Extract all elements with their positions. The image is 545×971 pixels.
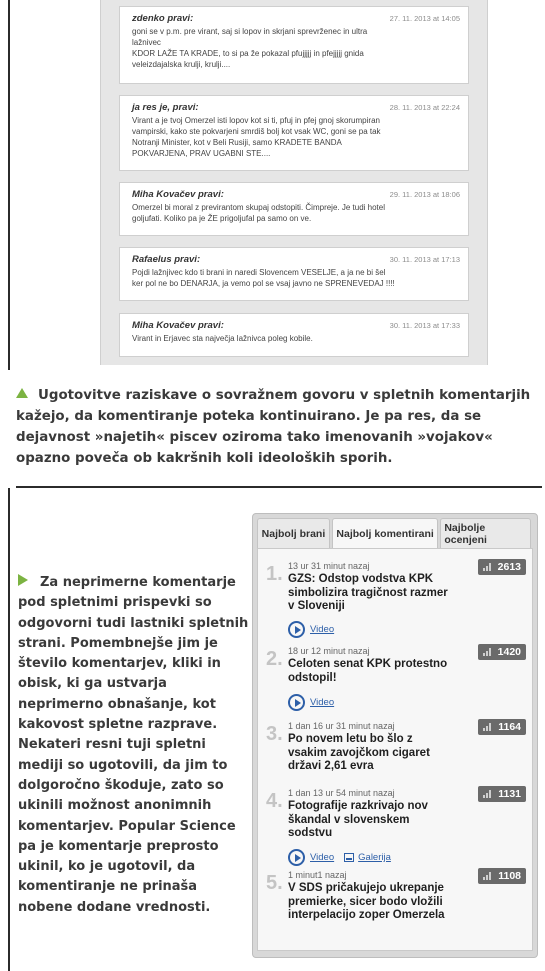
bar-chart-icon [483,563,491,571]
item-title[interactable]: Fotografije razkrivajo nov škandal v slovenskem sodstvu [288,800,428,839]
left-rule-top [8,0,10,370]
rank-number: 3. [266,723,283,745]
rank-number: 2. [266,648,283,670]
ranking-list [257,548,533,951]
bar-chart-icon [483,648,491,656]
bar-chart-icon [483,790,491,798]
comment-count-badge [478,644,526,660]
comment-count: 2613 [497,561,521,573]
tab-most-commented[interactable]: Najbolj komentirani [332,518,438,548]
comment-text: Pojdi lažnjivec kdo ti brani in naredi Slovencem VESELJE, a ja ne bi šel ker pol ne bo DENARJA, ja vemo pol se vsaj javno ne SPRENEVEDAJ !!!! [132,268,395,288]
comment-author: Rafaelus pravi: [132,254,201,265]
rank-number: 5. [266,872,283,894]
comment-text: Virant a je tvoj Omerzel isti lopov kot si ti, pfuj in pfej gnoj skorumpiran vampirski, kako ste pokvarjeni smrdiš bolj kot vsak WC, goni se pa tak Notranji Minister, kot v Beli Rusiji, samo KRADETE BANDA POKVARJENA, PRAV UGABNI STE.... [132,116,381,158]
comment-date: 30. 11. 2013 at 17:13 [389,255,460,264]
comment-card [119,95,469,171]
tab-best-rated[interactable]: Najbolje ocenjeni [440,518,531,548]
comment-count-badge [478,786,526,802]
comment-card [119,182,469,236]
caption-side [18,573,253,918]
item-time: 1 dan 16 ur 31 minut nazaj [288,721,395,731]
list-item[interactable] [258,642,532,727]
item-title[interactable]: Po novem letu bo šlo z vsakim zavojčkom cigaret državi 2,61 evra [288,733,430,772]
item-title[interactable]: GZS: Odstop vodstva KPK simbolizira tragičnost razmer v Sloveniji [288,573,448,612]
comment-author: Miha Kovačev pravi: [132,189,224,200]
item-links [288,621,344,638]
item-time: 13 ur 31 minut nazaj [288,561,370,571]
comment-count-badge [478,719,526,735]
gallery-icon[interactable] [344,853,354,862]
play-icon[interactable] [288,621,305,638]
tab-most-read[interactable]: Najbolj brani [257,518,330,548]
most-commented-widget [252,513,538,958]
comment-author: Miha Kovačev pravi: [132,320,224,331]
triangle-up-icon [16,388,28,398]
play-icon[interactable] [288,849,305,866]
gallery-link[interactable]: Galerija [358,852,391,863]
item-title[interactable]: Celoten senat KPK protestno odstopil! [288,658,448,684]
item-time: 1 minut1 nazaj [288,870,347,880]
comment-text: Omerzel bi moral z previrantom skupaj odstopiti. Čimpreje. Je tudi hotel goljufati. Koliko pa je ŽE prigoljufal pa samo on ve. [132,203,385,223]
comment-count-badge [478,868,526,884]
item-links [288,694,344,711]
comment-count: 1420 [497,646,521,658]
comment-date: 27. 11. 2013 at 14:05 [389,14,460,23]
rank-number: 1. [266,563,283,585]
list-item[interactable] [258,866,532,951]
triangle-right-icon [18,574,28,586]
list-item[interactable] [258,557,532,642]
item-time: 1 dan 13 ur 54 minut nazaj [288,788,395,798]
item-time: 18 ur 12 minut nazaj [288,646,370,656]
comment-count: 1108 [498,870,521,882]
comment-card [119,313,469,357]
left-rule-bottom [8,488,10,971]
rank-number: 4. [266,790,283,812]
video-link[interactable]: Video [310,624,335,635]
video-link[interactable]: Video [310,852,335,863]
comment-count-badge [478,559,526,575]
comment-date: 29. 11. 2013 at 18:06 [389,190,460,199]
horizontal-rule [16,486,542,488]
comment-card [119,6,469,84]
caption-top [16,385,536,469]
comment-text: Virant in Erjavec sta največja lažnivca poleg kobile. [132,334,313,343]
comment-text: goni se v p.m. pre virant, saj si lopov in skrjani sprevrženec in ultra lažnivec KDOR LAŽE TA KRADE, to si pa že pokazal pfujjjjj in pfejjjjj gnida veleizdajalska krulji, krulji.... [132,27,368,69]
widget-tabs [257,518,533,548]
comment-author: ja res je, pravi: [132,102,199,113]
comment-author: zdenko pravi: [132,13,194,24]
caption-side-text: Za neprimerne komentarje pod spletnimi prispevki so odgovorni tudi lastniki spletnih strani. Pomembnejše jim je število komentarjev, kliki in obisk, ki ga ustvarja neprimerno obnašanje, kot kakovost spletne razprave. Nekateri resni tuji spletni mediji so ugotovili, da jim to dolgoročno škoduje, zato so ukinili možnost anonimnih komentarjev. Popular Science pa je komentarje preprosto ukinil, ko je ugotovil, da komentiranje ne prinaša nobene dodane vrednosti. [18,575,249,915]
list-item[interactable] [258,784,532,869]
bar-chart-icon [483,723,491,731]
comment-date: 30. 11. 2013 at 17:33 [389,321,460,330]
play-icon[interactable] [288,694,305,711]
comment-date: 28. 11. 2013 at 22:24 [389,103,460,112]
bar-chart-icon [483,872,491,880]
caption-top-text: Ugotovitve raziskave o sovražnem govoru v spletnih komentarjih kažejo, da komentiranje poteka kontinuirano. Je pa res, da se dejavnost »najetih« piscev oziroma tako imenovanih »vojakov« opazno poveča ob kakršnih koli ideoloških sporih. [16,388,531,466]
item-title[interactable]: V SDS pričakujejo ukrepanje premierke, sicer bodo vložili interpelacijo zoper Omerzela [288,882,445,921]
item-links [288,849,401,866]
comment-count: 1131 [498,788,521,800]
comments-screenshot [100,0,488,365]
comment-count: 1164 [498,721,521,733]
comment-card [119,247,469,301]
video-link[interactable]: Video [310,697,335,708]
